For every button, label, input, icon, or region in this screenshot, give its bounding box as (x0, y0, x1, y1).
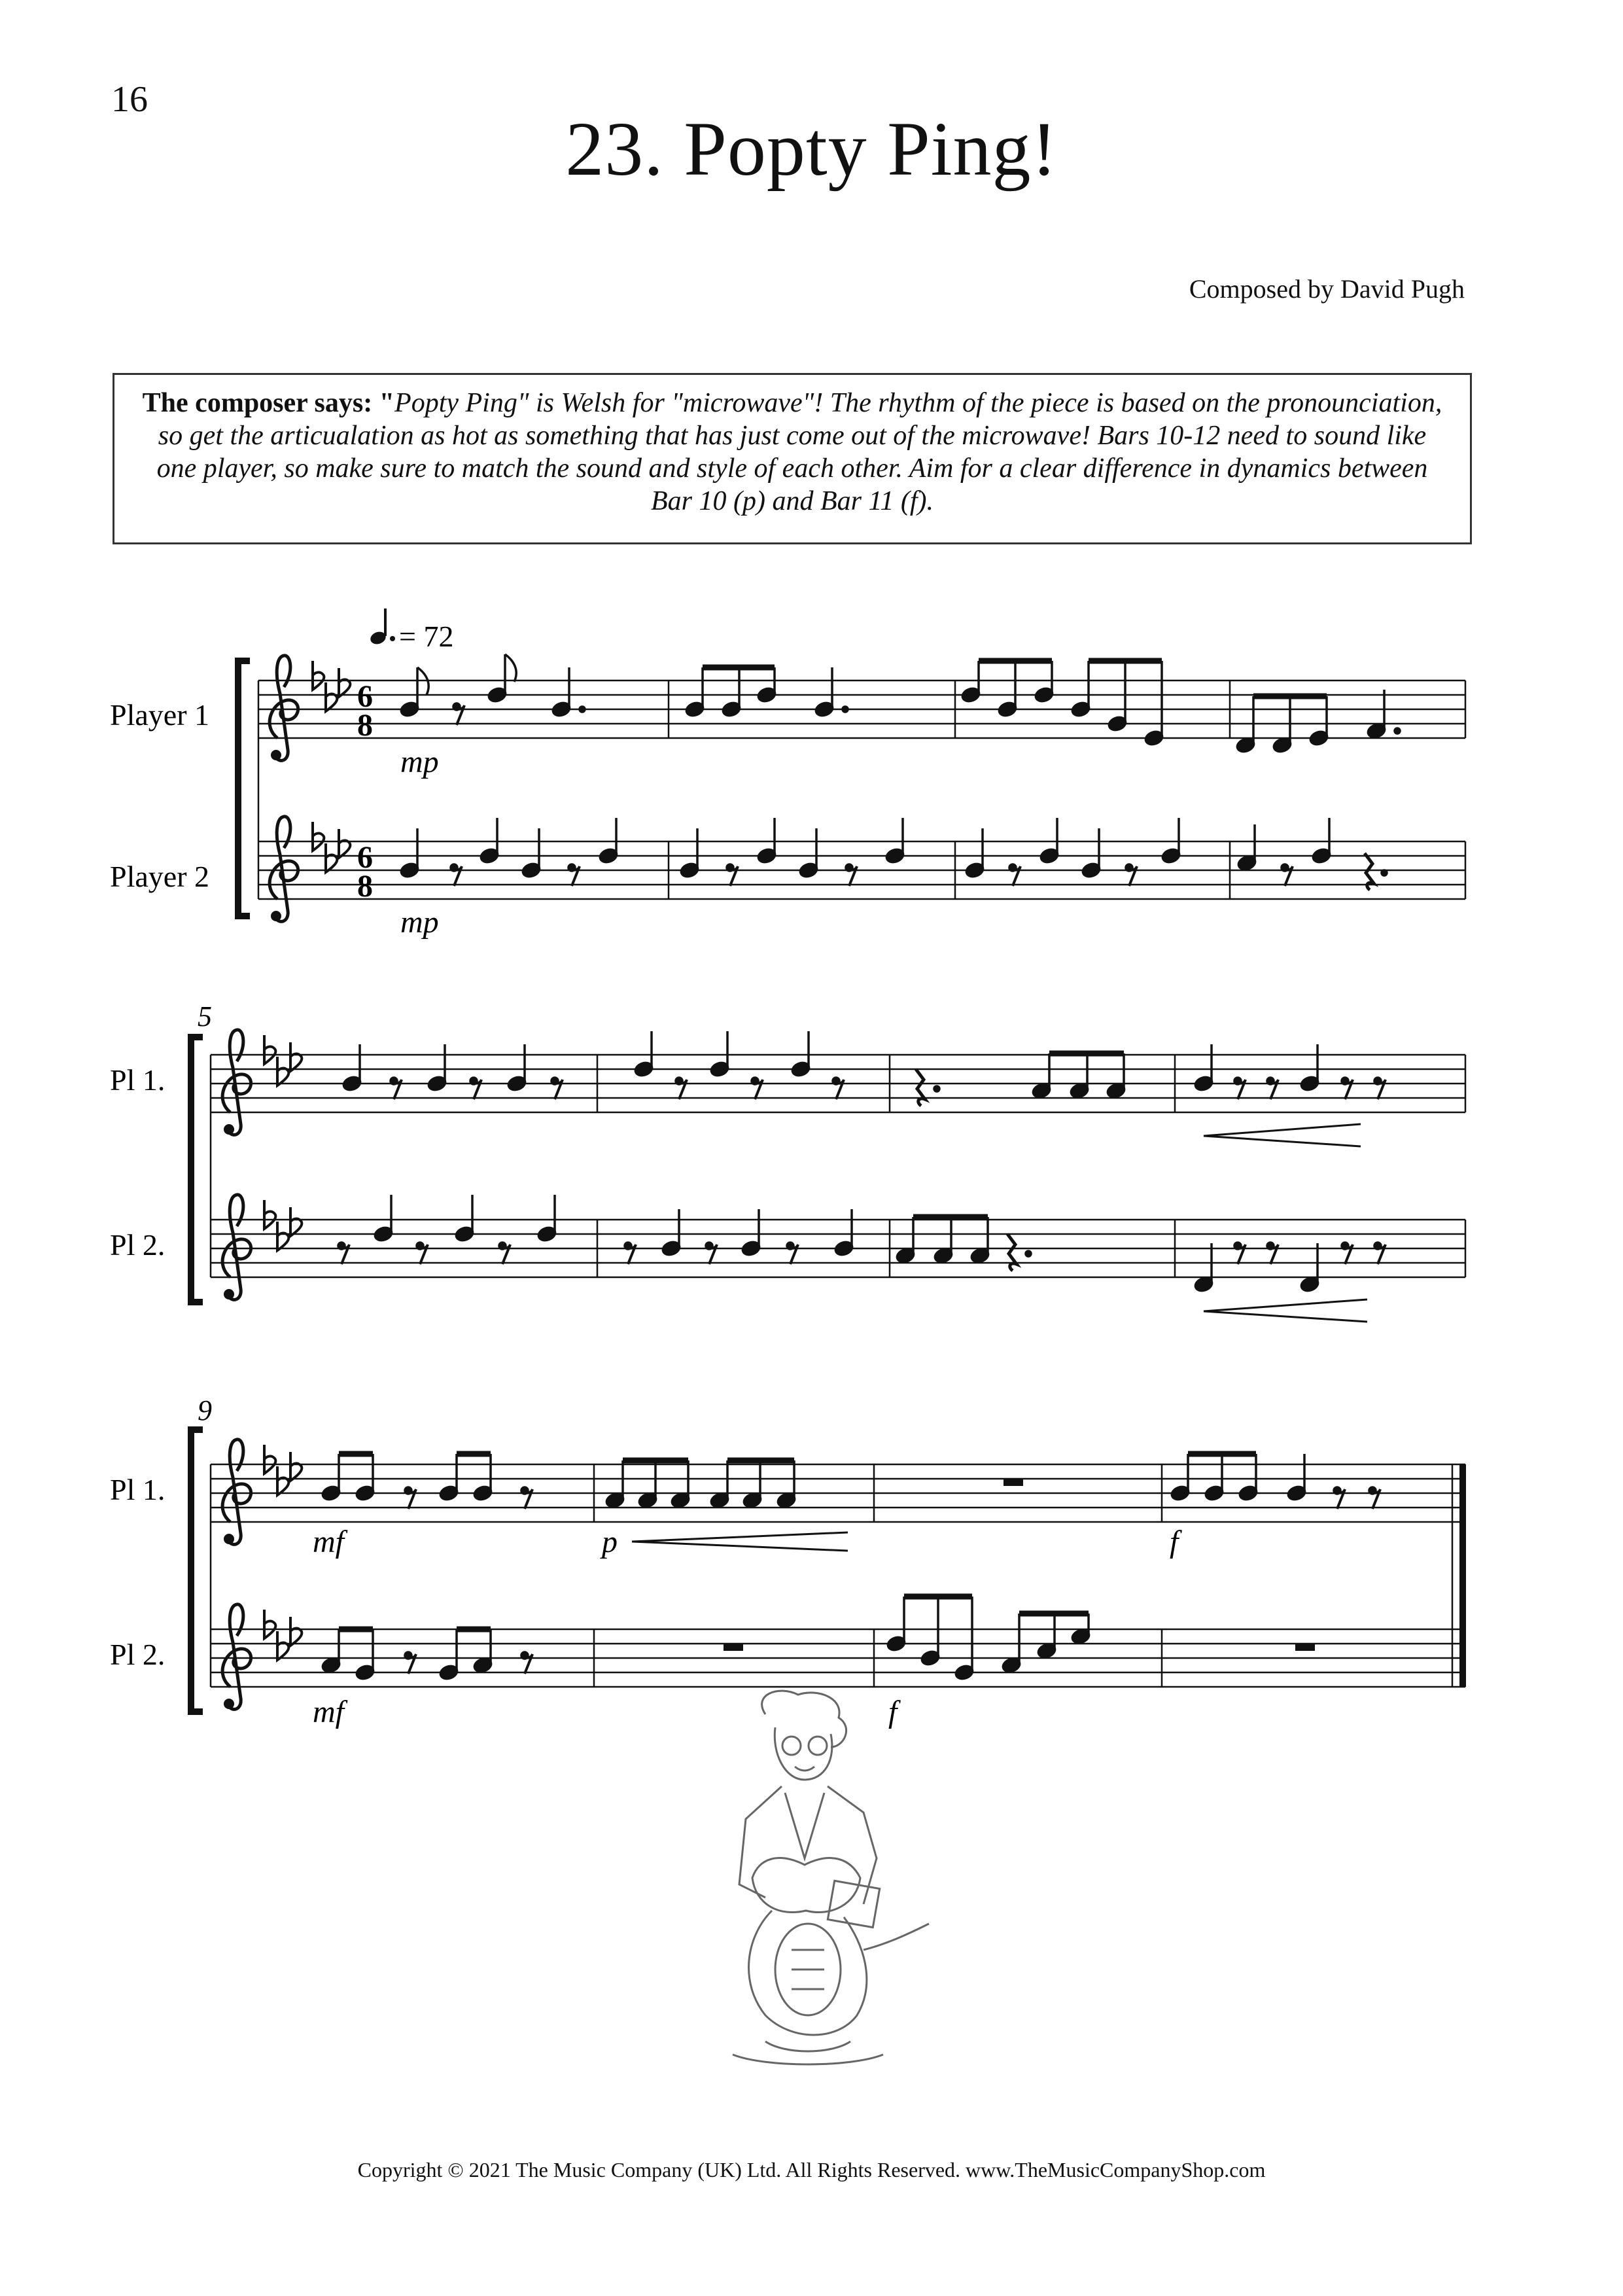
notes-lead: The composer says: " (142, 388, 395, 418)
dynamic-f-pl2: f (888, 1695, 898, 1729)
system-1 (110, 654, 1465, 940)
page-number: 16 (111, 79, 148, 120)
dynamic-p-pl1: p (602, 1525, 618, 1559)
measure-number-9: 9 (198, 1394, 212, 1426)
part-label-pl1-s3: Pl 1. (110, 1473, 166, 1506)
measure-number-5: 5 (198, 1000, 212, 1033)
dynamic-f-pl1: f (1170, 1525, 1179, 1559)
part-label-player-1: Player 1 (110, 698, 210, 732)
notes-body: Popty Ping" is Welsh for "microwave"! The rhythm of the piece is based on the pronounciation, so get the articualation as hot as something that has just come out of the microwave! Bars 10-12 need to sound like one player, so make sure to match the sound and style of each other. Aim for a clear difference in dynamics between Bar 10 (p) and Bar 11 (f). (156, 388, 1442, 516)
svg-text:6: 6 (357, 679, 373, 714)
part-label-player-2: Player 2 (110, 860, 210, 893)
tempo-marking (369, 609, 454, 653)
tempo-value: = 72 (399, 620, 454, 653)
part-label-pl1-s2: Pl 1. (110, 1063, 166, 1097)
dynamic-mp-2: mp (400, 905, 439, 940)
dynamic-mf-pl2: mf (313, 1695, 344, 1729)
dynamic-mf-pl1: mf (313, 1525, 344, 1559)
system-3 (110, 1394, 1465, 1729)
system-2 (110, 1000, 1465, 1322)
dynamic-mp-1: mp (400, 745, 439, 779)
part-label-pl2-s3: Pl 2. (110, 1638, 166, 1671)
copyright-footer: Copyright © 2021 The Music Company (UK) Ltd. All Rights Reserved. www.TheMusicCompanyShop.com (357, 2158, 1266, 2181)
part-label-pl2-s2: Pl 2. (110, 1228, 166, 1262)
svg-text:6: 6 (357, 840, 373, 875)
euphonium-player-illustration (667, 1688, 955, 2133)
svg-text:8: 8 (357, 708, 373, 743)
svg-text:8: 8 (357, 869, 373, 904)
composer-credit: Composed by David Pugh (1189, 274, 1465, 304)
page-title: 23. Popty Ping! (565, 106, 1058, 192)
